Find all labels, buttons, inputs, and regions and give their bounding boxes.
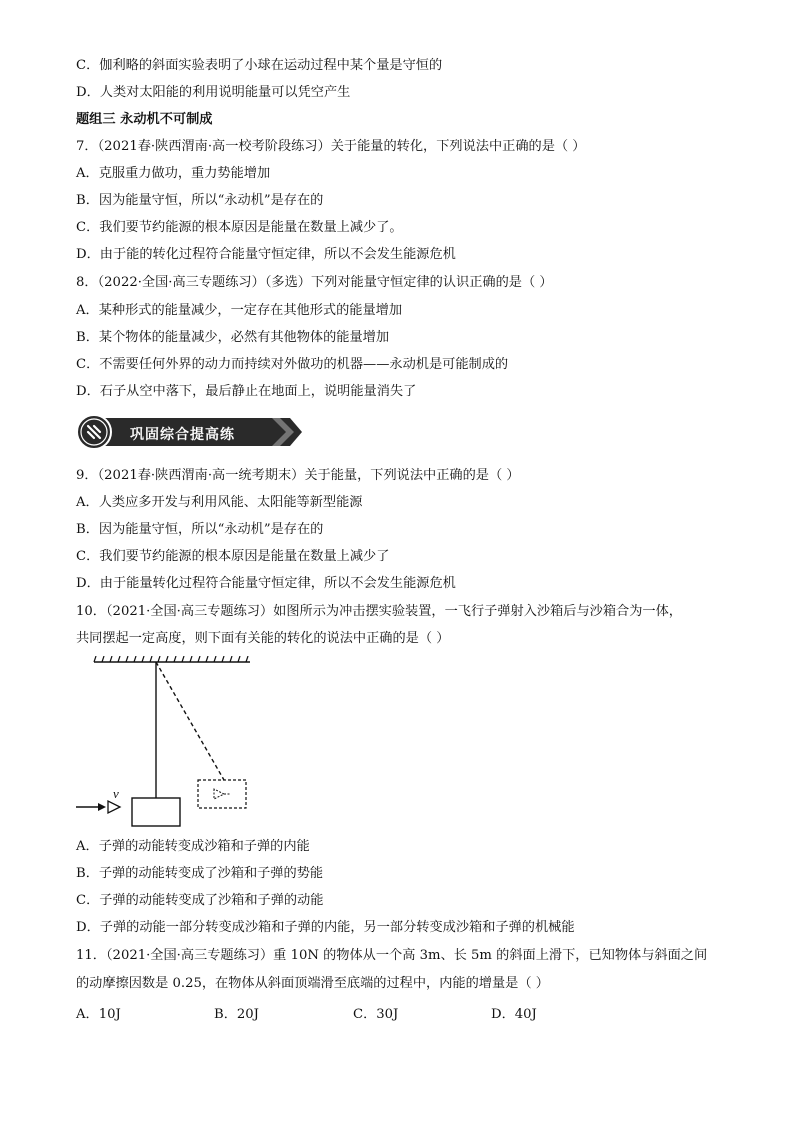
q11-stem-line1: 11．（2021·全国·高三专题练习）重 10N 的物体从一个高 3m、长 5m 的斜面上滑下，已知物体与斜面之间	[76, 948, 708, 963]
swung-string	[156, 662, 224, 780]
q10-option-b: B．子弹的动能转变成了沙箱和子弹的势能	[76, 866, 324, 881]
q7-stem: 7．（2021春·陕西渭南·高一校考阶段练习）关于能量的转化，下列说法中正确的是（ ）	[76, 139, 586, 154]
embedded-bullet-icon	[214, 789, 224, 799]
q11-option-b: B．20J	[214, 1007, 259, 1022]
q10-stem-line1: 10．（2021·全国·高三专题练习）如图所示为冲击摆实验装置，一飞行子弹射入沙箱后与沙箱合为一体，	[76, 604, 682, 619]
q8-option-b: B．某个物体的能量减少，必然有其他物体的能量增加	[76, 330, 390, 345]
ceiling-hatch	[94, 656, 248, 662]
q7-option-a: A．克服重力做功，重力势能增加	[76, 166, 271, 181]
q6-option-c: C．伽利略的斜面实验表明了小球在运动过程中某个量是守恒的	[76, 58, 443, 73]
section-title: 巩固综合提高练	[130, 427, 235, 443]
q9-option-c: C．我们要节约能源的根本原因是能量在数量上减少了	[76, 549, 390, 564]
ballistic-pendulum-diagram	[74, 656, 264, 832]
arrow-head-icon	[98, 803, 106, 811]
q11-stem-line2: 的动摩擦因数是 0.25，在物体从斜面顶端滑至底端的过程中，内能的增量是（ ）	[76, 976, 549, 991]
q10-stem-line2: 共同摆起一定高度，则下面有关能的转化的说法中正确的是（ ）	[76, 631, 450, 646]
q7-option-b: B．因为能量守恒，所以“永动机”是存在的	[76, 193, 324, 208]
group3-heading: 题组三 永动机不可制成	[76, 112, 213, 127]
q9-stem: 9．（2021春·陕西渭南·高一统考期末）关于能量，下列说法中正确的是（ ）	[76, 468, 520, 483]
q7-option-c: C．我们要节约能源的根本原因是能量在数量上减少了。	[76, 220, 403, 235]
q9-option-b: B．因为能量守恒，所以“永动机”是存在的	[76, 522, 324, 537]
q8-option-c: C．不需要任何外界的动力而持续对外做功的机器——永动机是可能制成的	[76, 357, 509, 372]
bullet-icon	[108, 801, 120, 813]
q9-option-a: A．人类应多开发与利用风能、太阳能等新型能源	[76, 495, 363, 510]
q10-option-c: C．子弹的动能转变成了沙箱和子弹的动能	[76, 893, 324, 908]
sandbox	[132, 798, 180, 826]
q11-options	[76, 1003, 676, 1021]
q11-option-a: A．10J	[76, 1007, 121, 1022]
q6-option-d: D．人类对太阳能的利用说明能量可以凭空产生	[76, 85, 351, 100]
q8-stem: 8．（2022·全国·高三专题练习）（多选）下列对能量守恒定律的认识正确的是（ ）	[76, 275, 553, 290]
q7-option-d: D．由于能的转化过程符合能量守恒定律，所以不会发生能源危机	[76, 247, 456, 262]
q11-option-d: D．40J	[491, 1007, 537, 1022]
q11-option-c: C．30J	[353, 1007, 399, 1022]
velocity-label: v	[113, 786, 119, 801]
q8-option-a: A．某种形式的能量减少，一定存在其他形式的能量增加	[76, 303, 403, 318]
q10-option-d: D．子弹的动能一部分转变成沙箱和子弹的内能，另一部分转变成沙箱和子弹的机械能	[76, 920, 575, 935]
swung-sandbox	[198, 780, 246, 808]
q8-option-d: D．石子从空中落下，最后静止在地面上，说明能量消失了	[76, 384, 417, 399]
q9-option-d: D．由于能量转化过程符合能量守恒定律，所以不会发生能源危机	[76, 576, 456, 591]
q10-option-a: A．子弹的动能转变成沙箱和子弹的内能	[76, 839, 310, 854]
